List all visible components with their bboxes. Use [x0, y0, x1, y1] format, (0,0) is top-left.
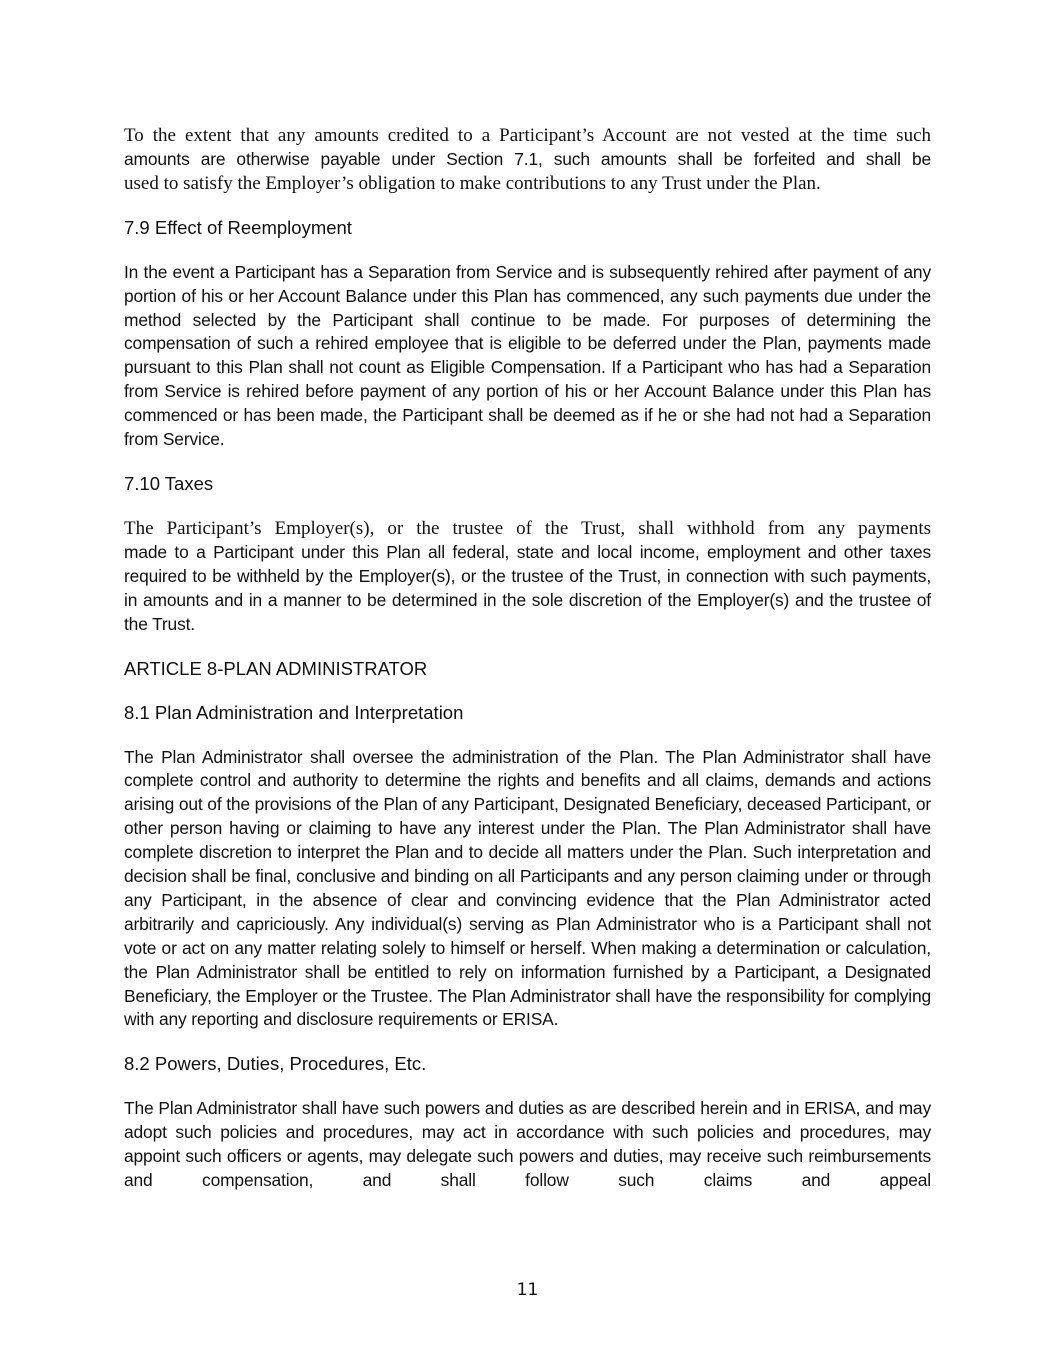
paragraph-taxes [124, 517, 931, 637]
paragraph-taxes-line1: The Participant’s Employer(s), or the trustee of the Trust, shall withhold from any payments [124, 517, 931, 539]
paragraph-forfeiture [124, 124, 931, 196]
paragraph-reemployment: In the event a Participant has a Separation from Service and is subsequently rehired after payment of any portion of his or her Account Balance under this Plan has commenced, any such payments due under the method selected by the Participant shall continue to be made. For purposes of determining the compensation of such a rehired employee that is eligible to be deferred under the Plan, payments made pursuant to this Plan shall not count as Eligible Compensation. If a Participant who has had a Separation from Service is rehired before payment of any portion of his or her Account Balance under this Plan has commenced or has been made, the Participant shall be deemed as if he or she had not had a Separation from Service. [124, 261, 931, 450]
section-heading-8-1: 8.1 Plan Administration and Interpretation [124, 701, 464, 723]
paragraph-forfeiture-line3: used to satisfy the Employer’s obligation to make contributions to any Trust under the Plan. [124, 172, 821, 194]
article-heading-8: ARTICLE 8-PLAN ADMINISTRATOR [124, 657, 428, 679]
section-heading-7-9: 7.9 Effect of Reemployment [124, 216, 352, 238]
document-page [124, 124, 931, 1193]
paragraph-powers-duties: The Plan Administrator shall have such powers and duties as are described herein and in ERISA, and may adopt such policies and procedures, may act in accordance with such policies and procedures, may appoint such officers or agents, may delegate such powers and duties, may receive such reimbursements and compensation, and shall follow such claims and appeal [124, 1098, 931, 1191]
section-heading-8-2: 8.2 Powers, Duties, Procedures, Etc. [124, 1053, 427, 1075]
page-number: 11 [516, 1280, 539, 1300]
paragraph-forfeiture-line1: To the extent that any amounts credited to a Participant’s Account are not vested at the time such [124, 125, 931, 146]
paragraph-forfeiture-line2: amounts are otherwise payable under Section 7.1, such amounts shall be forfeited and shall be [124, 148, 931, 169]
paragraph-plan-administration: The Plan Administrator shall oversee the administration of the Plan. The Plan Administrator shall have complete control and authority to determine the rights and benefits and all claims, demands and actions arising out of the provisions of the Plan of any Participant, Designated Beneficiary, deceased Participant, or other person having or claiming to have any interest under the Plan. The Plan Administrator shall have complete discretion to interpret the Plan and to decide all matters under the Plan. Such interpretation and decision shall be final, conclusive and binding on all Participants and any person claiming under or through any Participant, in the absence of clear and convincing evidence that the Plan Administrator acted arbitrarily and capriciously. Any individual(s) serving as Plan Administrator who is a Participant shall not vote or act on any matter relating solely to himself or herself. When making a determination or calculation, the Plan Administrator shall be entitled to rely on information furnished by a Participant, a Designated Beneficiary, the Employer or the Trustee. The Plan Administrator shall have the responsibility for complying with any reporting and disclosure requirements or ERISA. [124, 746, 931, 1030]
paragraph-taxes-body: made to a Participant under this Plan all federal, state and local income, employment and other taxes required to be withheld by the Employer(s), or the trustee of the Trust, in connection with such payments, in amounts and in a manner to be determined in the sole discretion of the Employer(s) and the trustee of the Trust. [124, 541, 931, 634]
section-heading-7-10: 7.10 Taxes [124, 472, 214, 494]
